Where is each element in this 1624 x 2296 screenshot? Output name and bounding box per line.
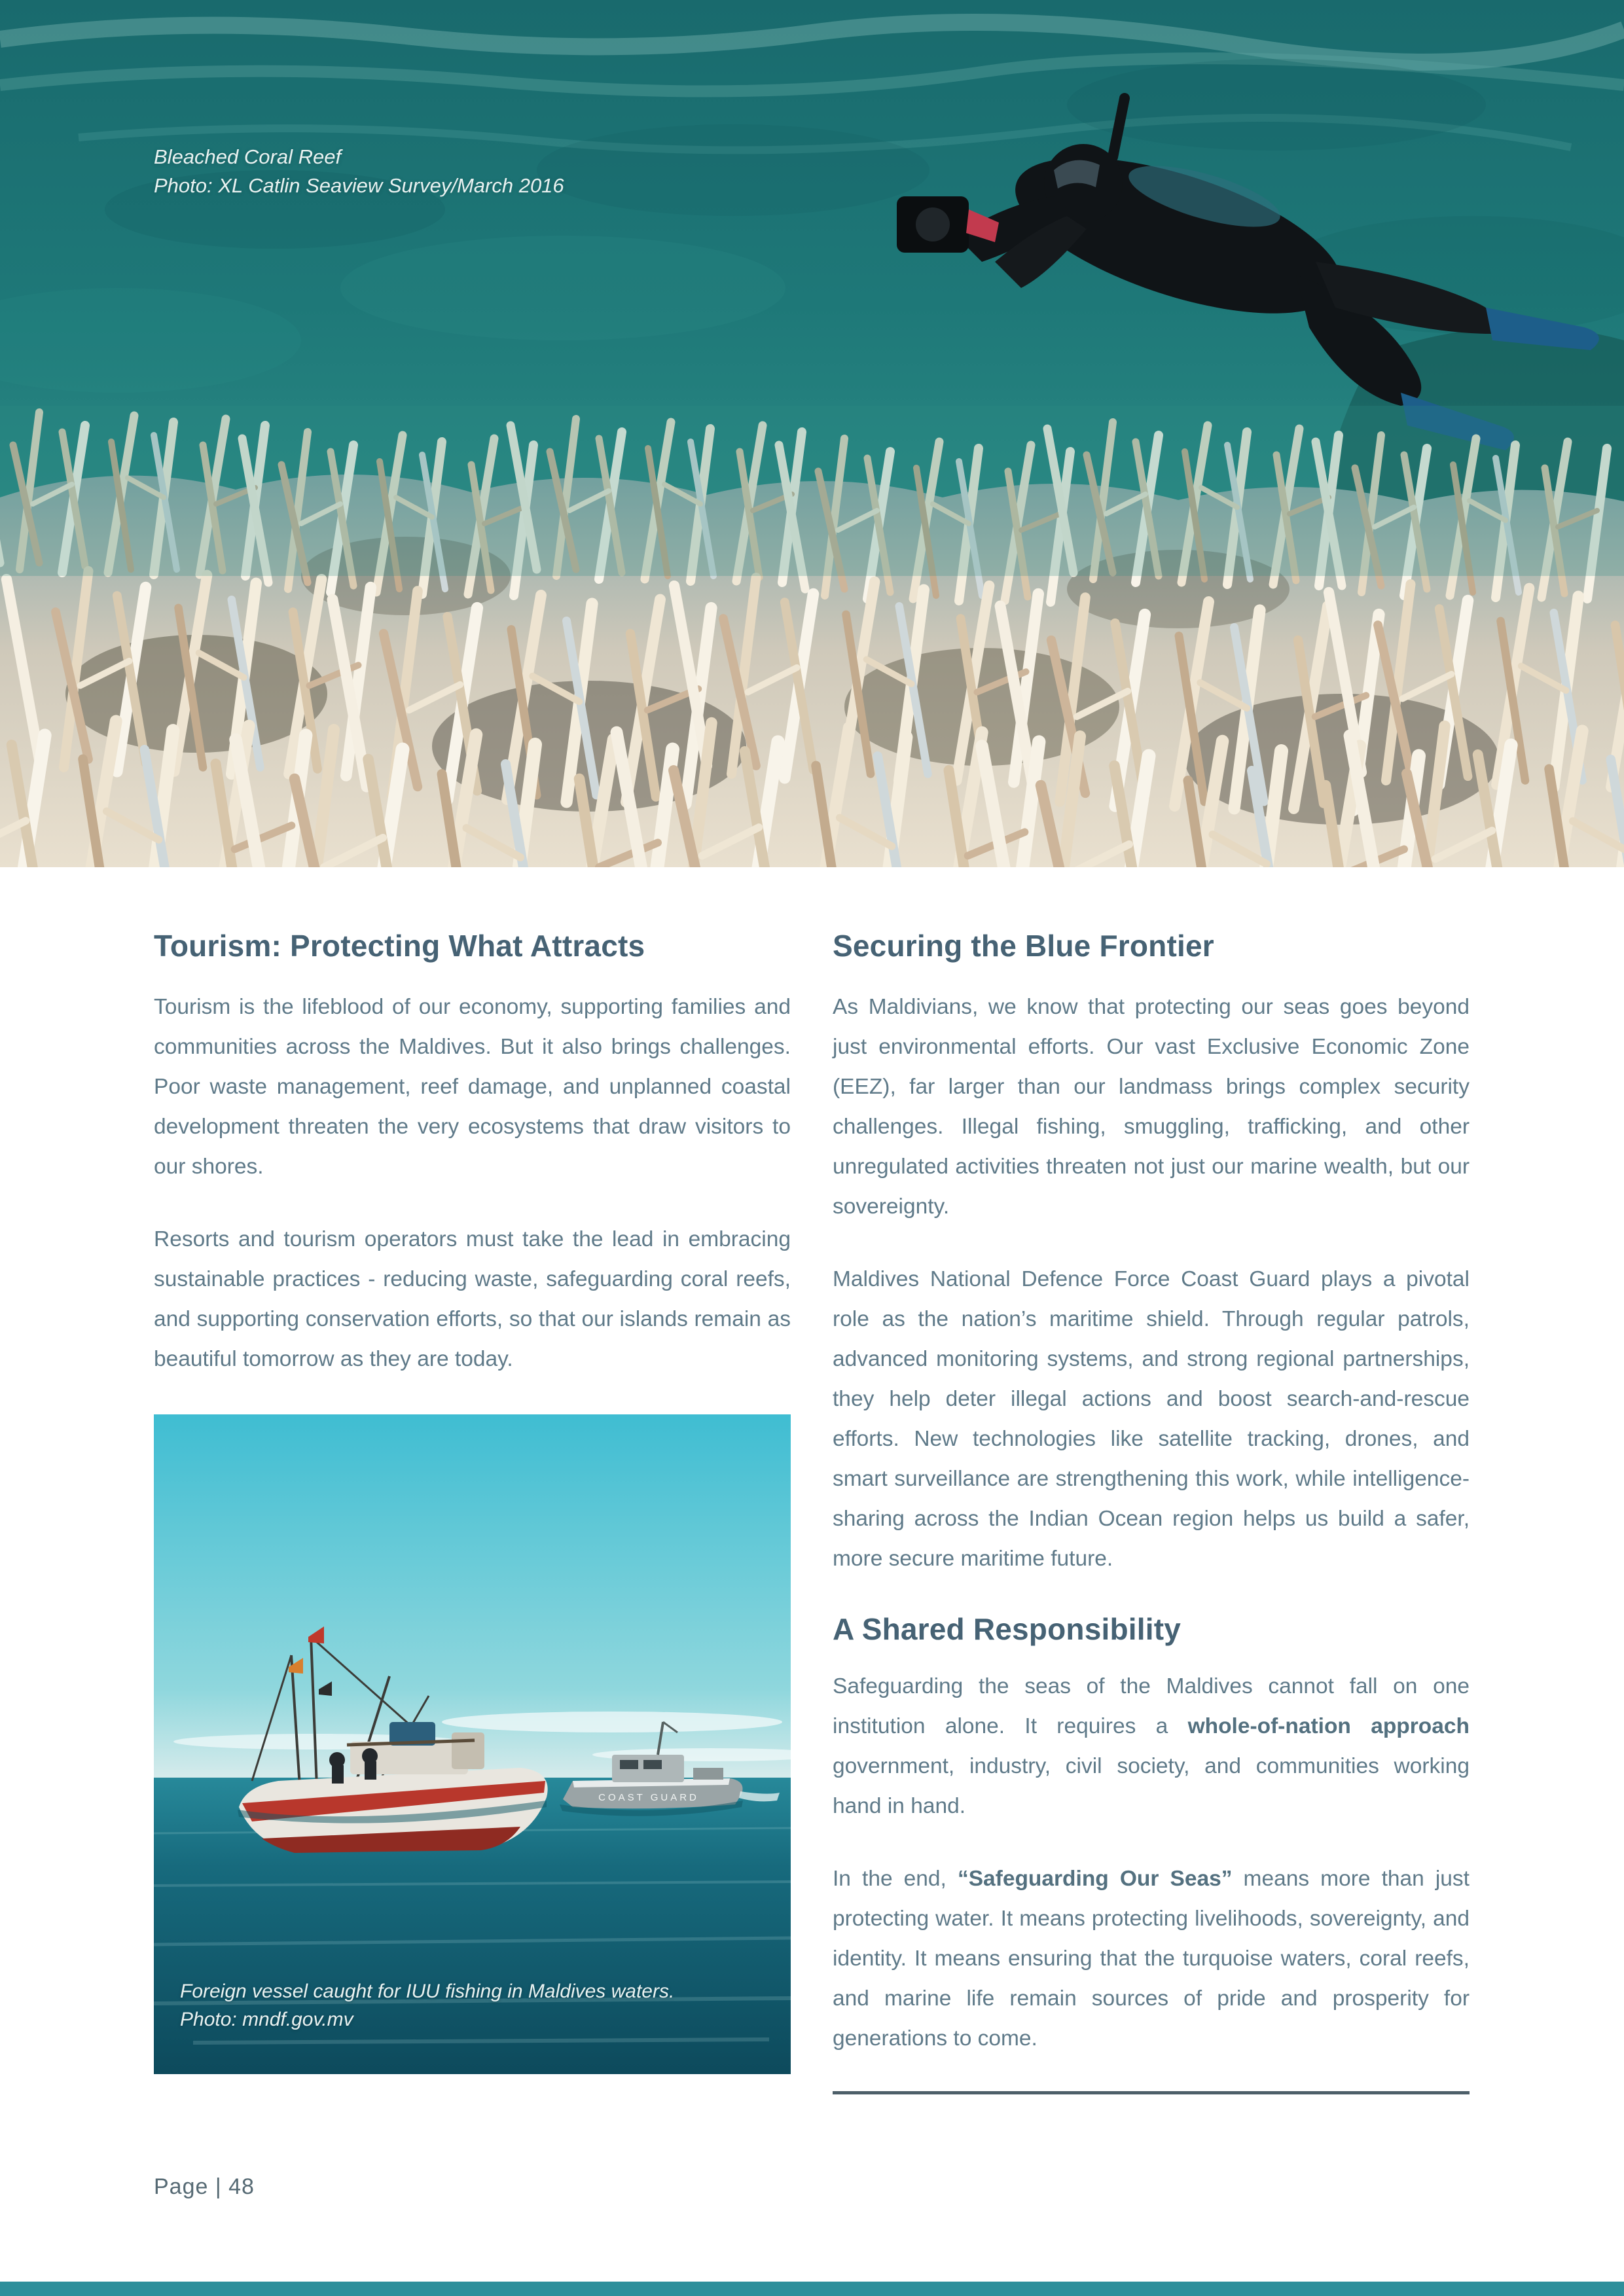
security-paragraph-1: As Maldivians, we know that protecting our seas goes beyond just environmental efforts. Our vast Exclusive Economic Zone (EEZ), far larger than our landmass brings complex security challenges. Illegal fishing, smuggling, trafficking, and other unregulated activities threaten not just our marine wealth, but our sovereignty. xyxy=(833,995,1470,1219)
responsibility-paragraph-2 xyxy=(833,1859,1470,2058)
left-column xyxy=(154,928,791,2074)
hero-photo-bleached-coral xyxy=(0,0,1624,867)
coast-guard-hull-text: COAST GUARD xyxy=(598,1792,699,1803)
figure-caption xyxy=(180,1977,674,2034)
security-paragraph-2: Maldives National Defence Force Coast Guard plays a pivotal role as the nation’s maritime shield. Through regular patrols, advanced monitoring systems, and strong regional partnerships, they help deter illegal actions and boost search-and-rescue efforts. New technologies like satellite tracking, drones, and smart surveillance are strengthening this work, while intelligence-sharing across the Indian Ocean region helps us build a safer, more secure maritime future. xyxy=(833,1267,1470,1571)
para3-pre: Safeguarding the seas of the Maldives cannot fall on one institution alone. It requires a xyxy=(833,1674,1470,1738)
para3-bold-whole-of-nation: whole-of-nation approach xyxy=(1187,1714,1470,1738)
para3-post: government, industry, civil society, and communities working hand in hand. xyxy=(833,1754,1470,1818)
boat-photo-illustration xyxy=(154,1414,791,2074)
tourism-paragraph-2: Resorts and tourism operators must take the lead in embracing sustainable practices - reducing waste, safeguarding coral reefs, and supporting conservation efforts, so that our islands remain as beautiful tomorrow as they are today. xyxy=(154,1227,791,1371)
heading-shared-responsibility: A Shared Responsibility xyxy=(833,1612,1182,1646)
para4-post: means more than just protecting water. It means protecting livelihoods, sovereignty, and identity. It means ensuring that the turquoise waters, coral reefs, and marine life remain sources of pride and prosperity for generations to come. xyxy=(833,1867,1470,2051)
para4-bold-safeguarding-our-seas: “Safeguarding Our Seas” xyxy=(957,1867,1233,1891)
figure-caption-line2: Photo: mndf.gov.mv xyxy=(180,2009,353,2030)
hero-caption-line2: Photo: XL Catlin Seaview Survey/March 2016 xyxy=(154,174,564,197)
hero-caption xyxy=(154,143,564,200)
hero-photo-illustration xyxy=(0,0,1624,867)
para4-pre: In the end, xyxy=(833,1867,958,1891)
figure-iuu-fishing-photo xyxy=(154,1414,791,2074)
tourism-paragraph-1: Tourism is the lifeblood of our economy, supporting families and communities across the Maldives. But it also brings challenges. Poor waste management, reef damage, and unplanned coastal development threaten the very ecosystems that draw visitors to our shores. xyxy=(154,995,791,1179)
responsibility-paragraph-1 xyxy=(833,1666,1470,1826)
section-divider-rule xyxy=(833,2091,1470,2094)
right-column xyxy=(833,928,1470,2094)
heading-securing-blue-frontier: Securing the Blue Frontier xyxy=(833,929,1214,963)
heading-tourism: Tourism: Protecting What Attracts xyxy=(154,929,645,963)
bottom-accent-bar xyxy=(0,2282,1624,2296)
figure-caption-line1: Foreign vessel caught for IUU fishing in Maldives waters. xyxy=(180,1981,675,2002)
water-haze xyxy=(0,406,1624,576)
hero-caption-line1: Bleached Coral Reef xyxy=(154,145,342,168)
page-number: Page | 48 xyxy=(154,2174,255,2199)
